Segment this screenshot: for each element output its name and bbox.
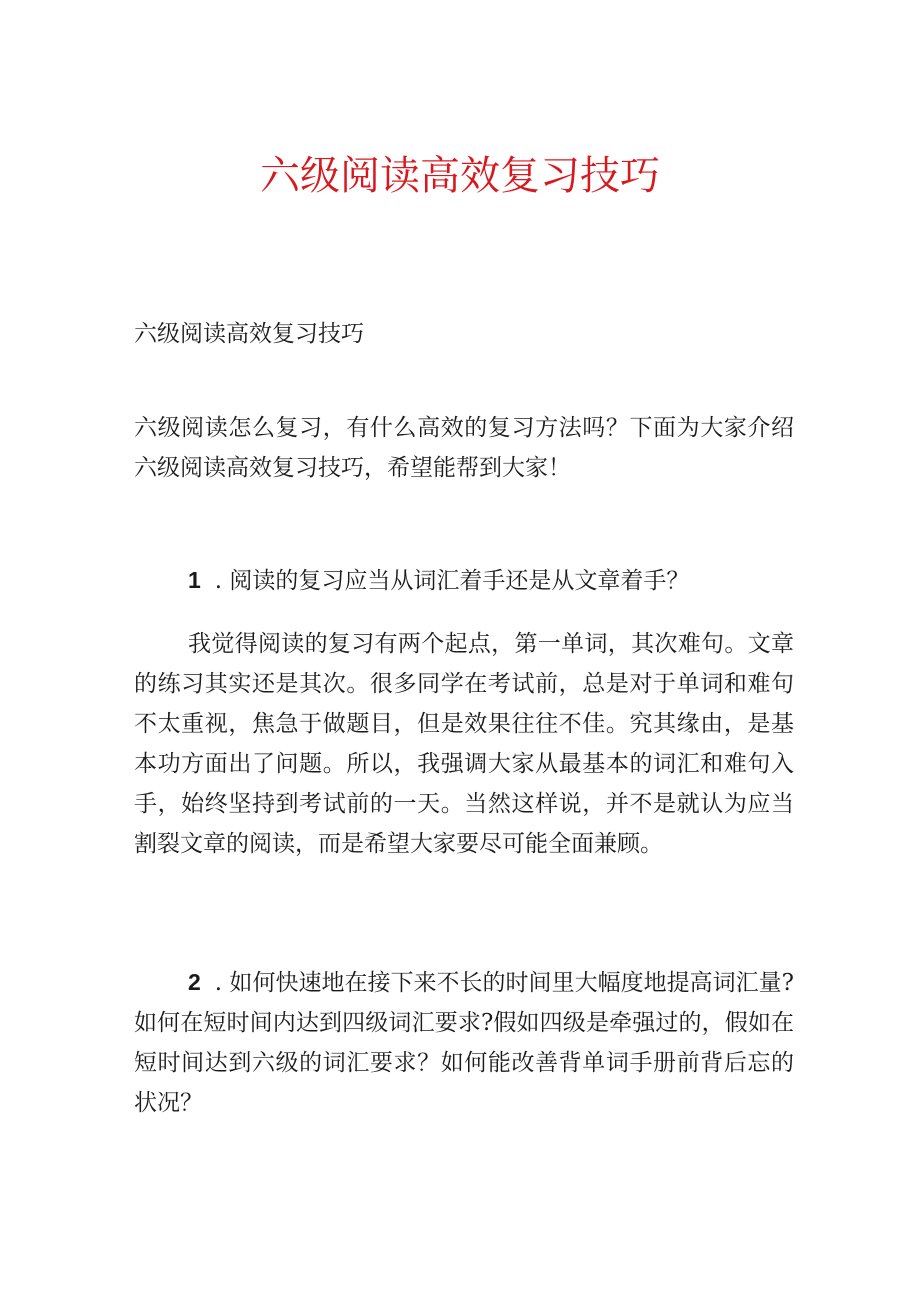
question-2-number: 2 bbox=[188, 969, 201, 995]
document-title: 六级阅读高效复习技巧 bbox=[260, 153, 660, 199]
question-2-text: . 如何快速地在接下来不长的时间里大幅度地提高词汇量?如何在短时间内达到四级词汇要求?假如四级是牵强过的，假如在短时间达到六级的词汇要求？如何能改善背单词手册前背后忘的状况？ bbox=[134, 970, 794, 1116]
question-1 bbox=[134, 560, 794, 601]
answer-1-paragraph: 我觉得阅读的复习有两个起点，第一单词，其次难句。文章的练习其实还是其次。很多同学在考试前，总是对于单词和难句不太重视，焦急于做题目，但是效果往往不佳。究其缘由，是基本功方面出了问题。所以，我强调大家从最基本的词汇和难句入手，始终坚持到考试前的一天。当然这样说，并不是就认为应当割裂文章的阅读，而是希望大家要尽可能全面兼顾。 bbox=[134, 631, 794, 857]
intro-paragraph: 六级阅读怎么复习，有什么高效的复习方法吗？下面为大家介绍六级阅读高效复习技巧，希望能帮到大家！ bbox=[134, 415, 794, 481]
question-1-text: . 阅读的复习应当从词汇着手还是从文章着手？ bbox=[214, 568, 690, 594]
question-2 bbox=[134, 962, 794, 1123]
question-1-number: 1 bbox=[188, 567, 201, 593]
document-subtitle: 六级阅读高效复习技巧 bbox=[134, 321, 364, 347]
